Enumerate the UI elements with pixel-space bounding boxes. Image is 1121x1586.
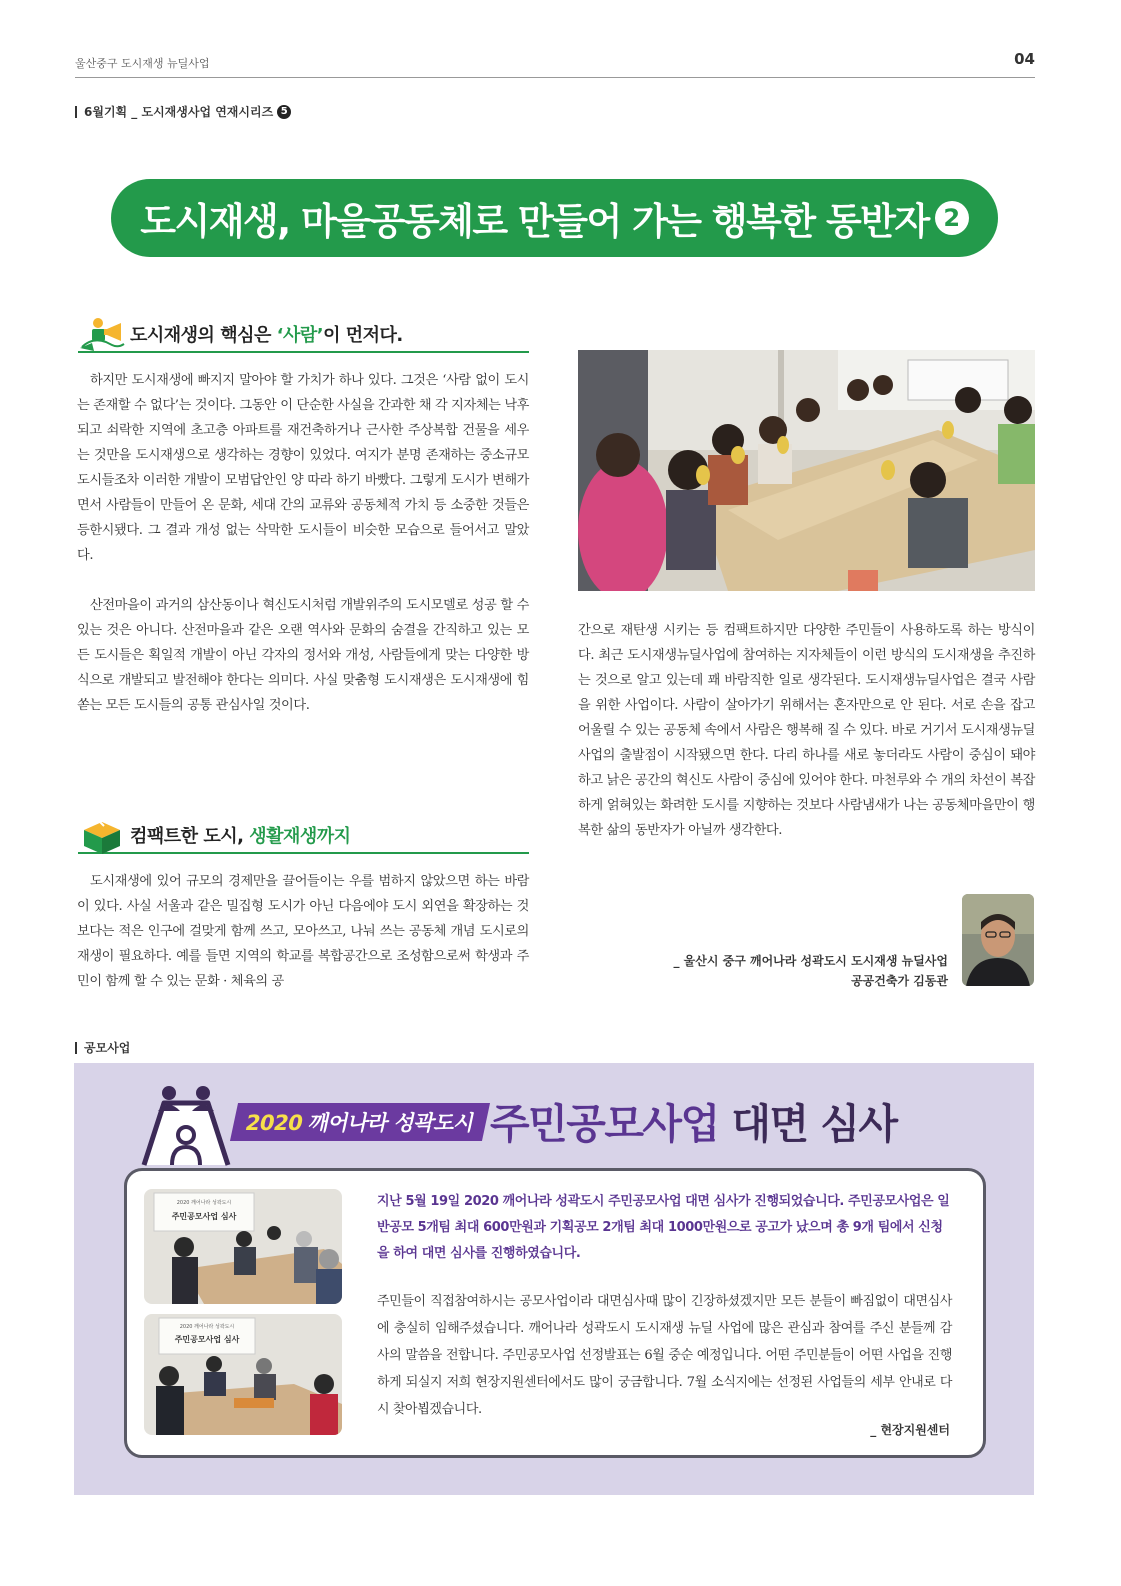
section1-paragraph-2: 산전마을이 과거의 삼산동이나 혁신도시처럼 개발위주의 도시모델로 성공 할 수 있는 것은 아니다. 산전마을과 같은 오랜 역사와 문화의 숨결을 간직하고 있는 모든 도시들은 획일적 개발이 아닌 각자의 정서와 개성, 사람들에게 맞는 다양한 방식으로 개발되고 발전해야 한다는 의미다. 사실 맞춤형 도시재생은 도시재생에 힘 쏟는 모든 도시들의 공통 관심사일 것이다. (77, 598, 529, 713)
contest-title-sub: 대면 심사 (718, 1100, 897, 1148)
publication-name: 울산중구 도시재생 뉴딜사업 (75, 57, 210, 70)
contest-signature: _ 현장지원센터 (870, 1423, 950, 1437)
contest-title-main: 주민공모사업 (490, 1100, 719, 1148)
meeting-people-icon (136, 1081, 236, 1169)
page-number: 04 (1014, 50, 1035, 68)
megaphone-person-icon (78, 315, 128, 353)
review-photo-1 (144, 1189, 342, 1304)
series-text: 6월기획 _ 도시재생사업 연재시리즈 (84, 105, 274, 119)
title-highlight: 생활재생까지 (249, 826, 351, 847)
contest-year: 2020 (243, 1111, 305, 1135)
contest-tag-text: 깨어나라 성곽도시 (306, 1111, 477, 1135)
section-heading-people (78, 315, 529, 353)
contest-label-text: 공모사업 (84, 1041, 131, 1055)
series-label (75, 103, 291, 120)
title-text: 컴팩트한 도시, (130, 826, 250, 847)
review-photo-2 (144, 1314, 342, 1435)
title-text: 도시재생의 핵심은 (130, 325, 277, 346)
title-highlight: ‘사람’ (276, 325, 324, 346)
photo-sign-caption: 2020 깨어나라 성곽도시 (179, 1324, 235, 1330)
section1-paragraph-1: 하지만 도시재생에 빠지지 말아야 할 가치가 하나 있다. 그것은 ‘사람 없이 도시는 존재할 수 없다’는 것이다. 그동안 이 단순한 사실을 간과한 채 각 지자체는 낙후되고 쇠락한 지역에 초고층 아파트를 재건축하거나 근사한 주상복합 건물을 세우는 것만을 도시재생으로 생각하는 경향이 있었다. 여지가 분명 존재하는 중소규모 도시들조차 이러한 개발이 모범답안인 양 따라 하기 바빴다. 그렇게 도시가 변해가면서 사람들이 만들어 온 문화, 세대 간의 교류와 공동체적 가치 등 소중한 것들은 등한시됐다. 그 결과 개성 없는 삭막한 도시들이 비슷한 모습으로 들어서고 말았다. (77, 373, 529, 563)
title-banner (111, 179, 998, 257)
contest-title-tag (230, 1103, 490, 1141)
author-affiliation: _ 울산시 중구 깨어나라 성곽도시 도시재생 뉴딜사업 (673, 954, 948, 968)
residents-meeting-photo (578, 350, 1035, 591)
banner-number: 2 (935, 201, 969, 235)
label-bar (75, 1042, 77, 1054)
cube-building-icon (78, 816, 128, 854)
photo-sign-title: 주민공모사업 심사 (171, 1212, 237, 1221)
contest-title (490, 1091, 897, 1150)
author-name: 공공건축가 김동관 (851, 974, 948, 988)
banner-title: 도시재생, 마을공동체로 만들어 가는 행복한 동반자 (140, 200, 929, 243)
section2-paragraph-1: 도시재생에 있어 규모의 경제만을 끌어들이는 우를 범하지 않았으면 하는 바람이 있다. 사실 서울과 같은 밀집형 도시가 아닌 다음에야 도시 외연을 확장하는 것보다는 적은 인구에 걸맞게 함께 쓰고, 모아쓰고, 나눠 쓰는 공동체 개념 도시로의 재생이 필요하다. 예를 들면 지역의 학교를 복합공간으로 조성함으로써 학생과 주민이 함께 할 수 있는 문화 · 체육의 공 (77, 874, 529, 989)
photo-sign-title: 주민공모사업 심사 (174, 1335, 240, 1344)
photo-sign-caption: 2020 깨어나라 성곽도시 (176, 1200, 232, 1206)
series-number: 5 (277, 105, 291, 119)
section-title (130, 321, 403, 347)
section-heading-compact (78, 816, 529, 854)
title-text-end: 이 먼저다. (323, 325, 403, 346)
contest-intro: 지난 5월 19일 2020 깨어나라 성곽도시 주민공모사업 대면 심사가 진행되었습니다. 주민공모사업은 일반공모 5개팀 최대 600만원과 기획공모 2개팀 최대 1000만원으로 공고가 났으며 총 9개 팀에서 신청을 하여 대면 심사를 진행하였습니다. (377, 1194, 950, 1261)
header-divider (75, 77, 1035, 78)
section2-paragraph-continued: 간으로 재탄생 시키는 등 컴팩트하지만 다양한 주민들이 사용하도록 하는 방식이다. 최근 도시재생뉴딜사업에 참여하는 지자체들이 이런 방식의 도시재생을 추진하는 것으로 알고 있는데 꽤 바람직한 일로 생각된다. 도시재생뉴딜사업은 결국 사람을 위한 사업이다. 사람이 살아가기 위해서는 혼자만으로 안 된다. 서로 손을 잡고 어울릴 수 있는 공동체 속에서 사람은 행복해 질 수 있다. 바로 거기서 도시재생뉴딜사업의 출발점이 시작됐으면 한다. 다리 하나를 새로 놓더라도 사람이 중심이 돼야 하고 낡은 공간의 혁신도 사람이 중심에 있어야 한다. 마천루와 수 개의 차선이 복잡하게 얽혀있는 화려한 도시를 지향하는 것보다 사람냄새가 나는 공동체마을만이 행복한 삶의 동반자가 아닐까 생각한다. (578, 623, 1035, 838)
contest-section-label (75, 1039, 130, 1056)
label-bar (75, 106, 77, 118)
contest-body: 주민들이 직접참여하시는 공모사업이라 대면심사때 많이 긴장하셨겠지만 모든 분들이 빠짐없이 대면심사에 충실히 임해주셨습니다. 깨어나라 성곽도시 도시재생 뉴딜 사업에 많은 관심과 참여를 주신 분들께 감사의 말씀을 전합니다. 주민공모사업 선정발표는 6월 중순 예정입니다. 어떤 주민분들이 어떤 사업을 진행하게 되실지 저희 현장지원센터에서도 많이 궁금합니다. 7월 소식지에는 선정된 사업들의 세부 안내로 다시 찾아뵙겠습니다. (377, 1294, 952, 1417)
author-portrait (962, 894, 1034, 986)
section-title (130, 822, 351, 848)
